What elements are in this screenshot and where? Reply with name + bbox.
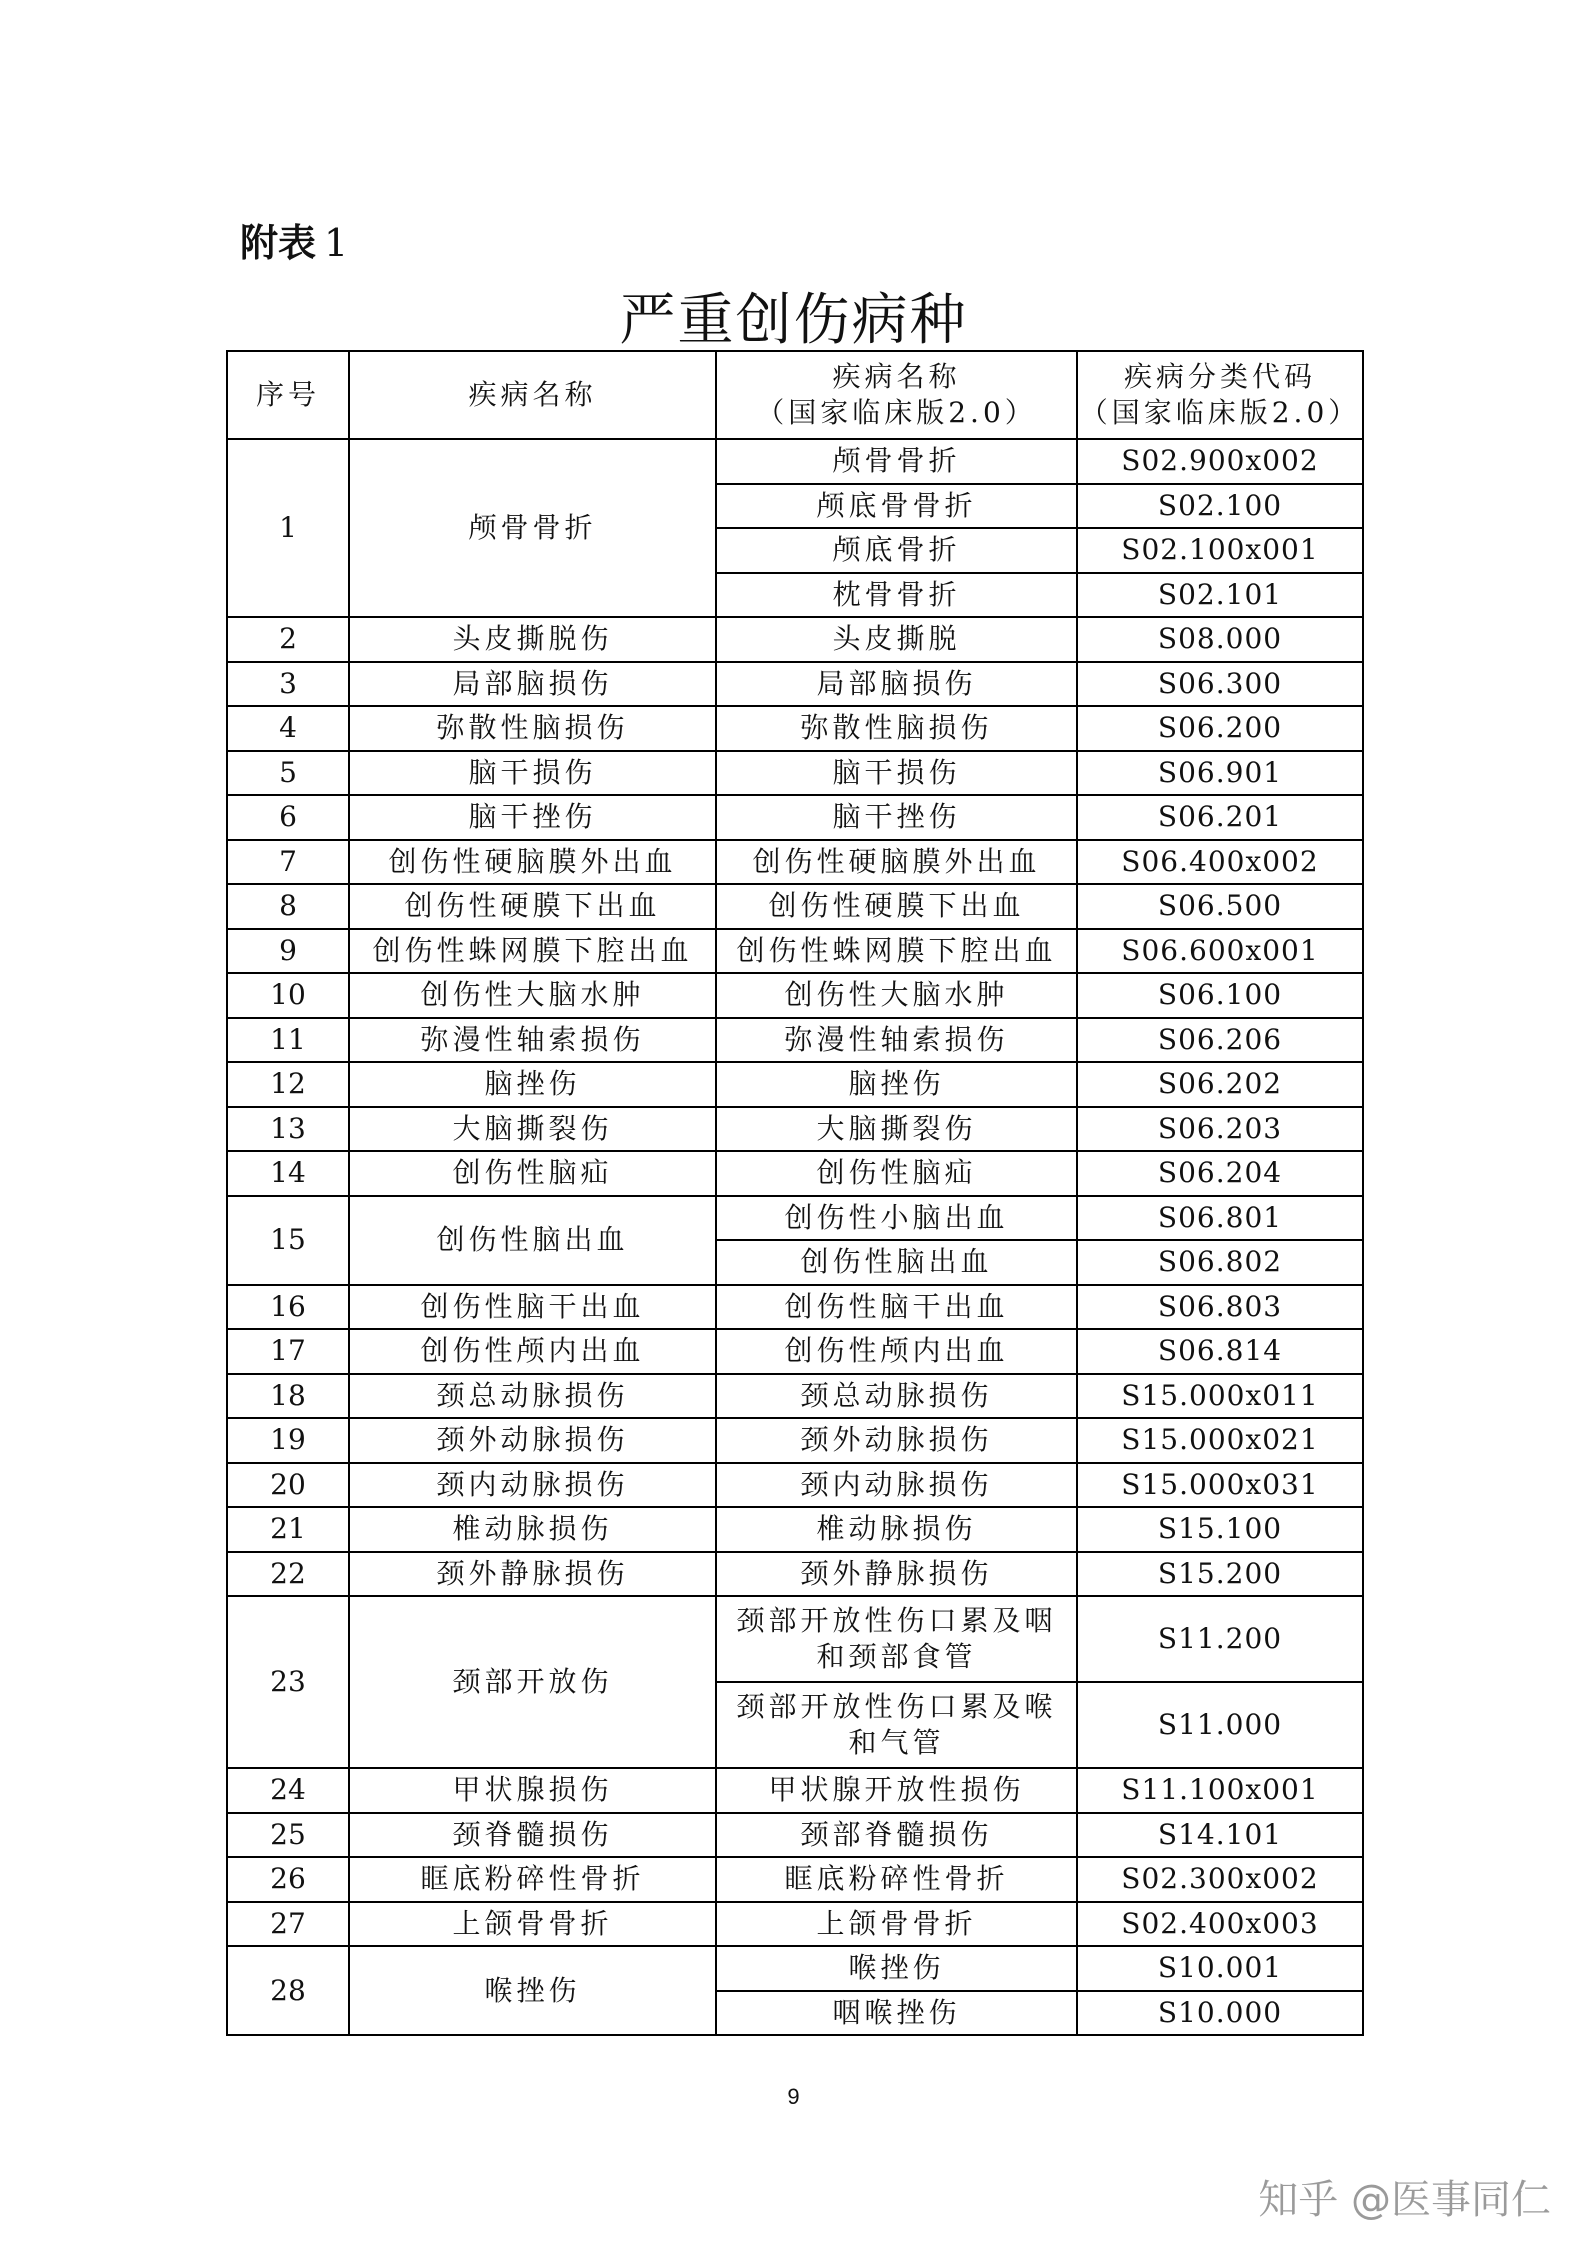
cell-disease-name: 颈外动脉损伤 xyxy=(349,1418,716,1463)
cell-code: S15.100 xyxy=(1077,1507,1363,1552)
cell-disease-name: 创伤性脑疝 xyxy=(349,1151,716,1196)
header-name: 疾病名称 xyxy=(349,351,716,439)
cell-seq: 14 xyxy=(227,1151,349,1196)
header-seq: 序号 xyxy=(227,351,349,439)
cell-clinical-name: 颅底骨骨折 xyxy=(716,484,1077,529)
table-row xyxy=(227,1552,1363,1597)
cell-clinical-name: 创伤性硬膜下出血 xyxy=(716,884,1077,929)
table-row xyxy=(227,929,1363,974)
table-row xyxy=(227,1062,1363,1107)
table-row xyxy=(227,662,1363,707)
cell-disease-name: 颈脊髓损伤 xyxy=(349,1813,716,1858)
cell-seq: 2 xyxy=(227,617,349,662)
cell-seq: 15 xyxy=(227,1196,349,1285)
cell-code: S02.900x002 xyxy=(1077,439,1363,484)
cell-clinical-name: 甲状腺开放性损伤 xyxy=(716,1768,1077,1813)
cell-code: S10.000 xyxy=(1077,1991,1363,2036)
cell-seq: 22 xyxy=(227,1552,349,1597)
cell-disease-name: 头皮撕脱伤 xyxy=(349,617,716,662)
table-row xyxy=(227,1813,1363,1858)
cell-code: S06.802 xyxy=(1077,1240,1363,1285)
cell-disease-name: 创伤性蛛网膜下腔出血 xyxy=(349,929,716,974)
cell-code: S15.200 xyxy=(1077,1552,1363,1597)
cell-disease-name: 颈内动脉损伤 xyxy=(349,1463,716,1508)
cell-code: S02.101 xyxy=(1077,573,1363,618)
table-row xyxy=(227,1902,1363,1947)
cell-clinical-name: 颈部脊髓损伤 xyxy=(716,1813,1077,1858)
page-title: 严重创伤病种 xyxy=(619,288,968,353)
cell-seq: 17 xyxy=(227,1329,349,1374)
cell-clinical-name: 枕骨骨折 xyxy=(716,573,1077,618)
cell-disease-name: 创伤性硬脑膜外出血 xyxy=(349,840,716,885)
cell-clinical-name: 颈外静脉损伤 xyxy=(716,1552,1077,1597)
table-row xyxy=(227,706,1363,751)
cell-disease-name: 颈外静脉损伤 xyxy=(349,1552,716,1597)
header-clinical-name xyxy=(716,351,1077,439)
table-row xyxy=(227,1196,1363,1241)
cell-clinical-name: 头皮撕脱 xyxy=(716,617,1077,662)
table-row xyxy=(227,1374,1363,1419)
annex-text: 附表 xyxy=(240,221,317,265)
cell-disease-name: 椎动脉损伤 xyxy=(349,1507,716,1552)
cell-disease-name: 脑干损伤 xyxy=(349,751,716,796)
table-row xyxy=(227,1768,1363,1813)
cell-seq: 21 xyxy=(227,1507,349,1552)
cell-disease-name: 创伤性颅内出血 xyxy=(349,1329,716,1374)
cell-disease-name: 喉挫伤 xyxy=(349,1946,716,2035)
cell-clinical-name: 眶底粉碎性骨折 xyxy=(716,1857,1077,1902)
cell-clinical-name: 创伤性硬脑膜外出血 xyxy=(716,840,1077,885)
table-row xyxy=(227,973,1363,1018)
cell-clinical-name: 创伤性小脑出血 xyxy=(716,1196,1077,1241)
cell-clinical-name: 创伤性颅内出血 xyxy=(716,1329,1077,1374)
cell-seq: 20 xyxy=(227,1463,349,1508)
table-row xyxy=(227,1285,1363,1330)
cell-code: S06.204 xyxy=(1077,1151,1363,1196)
cell-code: S06.814 xyxy=(1077,1329,1363,1374)
cell-code: S02.300x002 xyxy=(1077,1857,1363,1902)
cell-clinical-name: 上颌骨骨折 xyxy=(716,1902,1077,1947)
header-code-line2: （国家临床版2.0） xyxy=(1079,396,1361,429)
cell-disease-name: 颈总动脉损伤 xyxy=(349,1374,716,1419)
cell-code: S11.000 xyxy=(1077,1682,1363,1768)
cell-clinical-name: 局部脑损伤 xyxy=(716,662,1077,707)
cell-code: S06.203 xyxy=(1077,1107,1363,1152)
disease-table xyxy=(226,350,1364,2036)
cell-seq: 11 xyxy=(227,1018,349,1063)
cell-clinical-name: 脑干挫伤 xyxy=(716,795,1077,840)
cell-clinical-name: 颅底骨折 xyxy=(716,528,1077,573)
cell-code: S11.200 xyxy=(1077,1596,1363,1682)
table-row xyxy=(227,840,1363,885)
cell-seq: 18 xyxy=(227,1374,349,1419)
table-row xyxy=(227,617,1363,662)
cell-code: S02.100 xyxy=(1077,484,1363,529)
cell-seq: 13 xyxy=(227,1107,349,1152)
cell-disease-name: 颅骨骨折 xyxy=(349,439,716,617)
table-row xyxy=(227,1507,1363,1552)
cell-seq: 10 xyxy=(227,973,349,1018)
table-row xyxy=(227,1946,1363,1991)
watermark: 知乎 @医事同仁 xyxy=(1258,2177,1551,2223)
header-clinical-name-line1: 疾病名称 xyxy=(832,360,961,393)
table-row xyxy=(227,1418,1363,1463)
cell-code: S06.500 xyxy=(1077,884,1363,929)
cell-code: S06.901 xyxy=(1077,751,1363,796)
page-number: 9 xyxy=(787,2084,800,2109)
cell-seq: 27 xyxy=(227,1902,349,1947)
cell-disease-name: 局部脑损伤 xyxy=(349,662,716,707)
cell-disease-name: 创伤性脑出血 xyxy=(349,1196,716,1285)
cell-code: S10.001 xyxy=(1077,1946,1363,1991)
cell-seq: 3 xyxy=(227,662,349,707)
cell-seq: 19 xyxy=(227,1418,349,1463)
cell-seq: 23 xyxy=(227,1596,349,1768)
cell-clinical-name: 创伤性蛛网膜下腔出血 xyxy=(716,929,1077,974)
cell-disease-name: 弥散性脑损伤 xyxy=(349,706,716,751)
table-row xyxy=(227,1857,1363,1902)
cell-code: S06.201 xyxy=(1077,795,1363,840)
cell-seq: 5 xyxy=(227,751,349,796)
cell-seq: 12 xyxy=(227,1062,349,1107)
cell-code: S15.000x031 xyxy=(1077,1463,1363,1508)
table-row xyxy=(227,751,1363,796)
cell-disease-name: 大脑撕裂伤 xyxy=(349,1107,716,1152)
table-header-row xyxy=(227,351,1363,439)
cell-seq: 26 xyxy=(227,1857,349,1902)
cell-code: S06.801 xyxy=(1077,1196,1363,1241)
cell-clinical-name: 弥漫性轴索损伤 xyxy=(716,1018,1077,1063)
table-row xyxy=(227,884,1363,929)
cell-code: S15.000x021 xyxy=(1077,1418,1363,1463)
cell-seq: 4 xyxy=(227,706,349,751)
table-row xyxy=(227,795,1363,840)
cell-disease-name: 脑挫伤 xyxy=(349,1062,716,1107)
cell-code: S06.202 xyxy=(1077,1062,1363,1107)
cell-clinical-name: 咽喉挫伤 xyxy=(716,1991,1077,2036)
table-row xyxy=(227,1018,1363,1063)
cell-clinical-name: 颈部开放性伤口累及喉和气管 xyxy=(716,1682,1077,1768)
cell-disease-name: 脑干挫伤 xyxy=(349,795,716,840)
cell-disease-name: 上颌骨骨折 xyxy=(349,1902,716,1947)
cell-seq: 6 xyxy=(227,795,349,840)
cell-seq: 28 xyxy=(227,1946,349,2035)
cell-code: S06.803 xyxy=(1077,1285,1363,1330)
cell-clinical-name: 创伤性大脑水肿 xyxy=(716,973,1077,1018)
cell-disease-name: 弥漫性轴索损伤 xyxy=(349,1018,716,1063)
cell-disease-name: 创伤性大脑水肿 xyxy=(349,973,716,1018)
table-row xyxy=(227,439,1363,484)
cell-clinical-name: 脑挫伤 xyxy=(716,1062,1077,1107)
cell-seq: 8 xyxy=(227,884,349,929)
cell-seq: 7 xyxy=(227,840,349,885)
cell-disease-name: 甲状腺损伤 xyxy=(349,1768,716,1813)
cell-code: S06.206 xyxy=(1077,1018,1363,1063)
cell-code: S06.300 xyxy=(1077,662,1363,707)
header-clinical-name-line2: （国家临床版2.0） xyxy=(756,396,1037,429)
cell-code: S06.400x002 xyxy=(1077,840,1363,885)
cell-clinical-name: 颈外动脉损伤 xyxy=(716,1418,1077,1463)
cell-code: S02.100x001 xyxy=(1077,528,1363,573)
cell-clinical-name: 颈内动脉损伤 xyxy=(716,1463,1077,1508)
cell-code: S08.000 xyxy=(1077,617,1363,662)
annex-number: 1 xyxy=(324,221,349,265)
table-row xyxy=(227,1107,1363,1152)
cell-seq: 24 xyxy=(227,1768,349,1813)
annex-label xyxy=(240,212,348,267)
table-row xyxy=(227,1596,1363,1682)
cell-code: S02.400x003 xyxy=(1077,1902,1363,1947)
cell-clinical-name: 弥散性脑损伤 xyxy=(716,706,1077,751)
table-row xyxy=(227,1329,1363,1374)
cell-disease-name: 眶底粉碎性骨折 xyxy=(349,1857,716,1902)
cell-disease-name: 颈部开放伤 xyxy=(349,1596,716,1768)
cell-clinical-name: 颅骨骨折 xyxy=(716,439,1077,484)
cell-code: S15.000x011 xyxy=(1077,1374,1363,1419)
table-row xyxy=(227,1463,1363,1508)
cell-seq: 1 xyxy=(227,439,349,617)
header-code xyxy=(1077,351,1363,439)
cell-clinical-name: 脑干损伤 xyxy=(716,751,1077,796)
cell-seq: 25 xyxy=(227,1813,349,1858)
cell-clinical-name: 创伤性脑出血 xyxy=(716,1240,1077,1285)
header-code-line1: 疾病分类代码 xyxy=(1123,360,1316,393)
cell-code: S06.600x001 xyxy=(1077,929,1363,974)
cell-code: S06.200 xyxy=(1077,706,1363,751)
cell-code: S06.100 xyxy=(1077,973,1363,1018)
cell-disease-name: 创伤性硬膜下出血 xyxy=(349,884,716,929)
cell-seq: 16 xyxy=(227,1285,349,1330)
cell-clinical-name: 颈总动脉损伤 xyxy=(716,1374,1077,1419)
table-body xyxy=(227,439,1363,2035)
cell-seq: 9 xyxy=(227,929,349,974)
cell-clinical-name: 大脑撕裂伤 xyxy=(716,1107,1077,1152)
cell-clinical-name: 创伤性脑干出血 xyxy=(716,1285,1077,1330)
cell-clinical-name: 创伤性脑疝 xyxy=(716,1151,1077,1196)
cell-clinical-name: 椎动脉损伤 xyxy=(716,1507,1077,1552)
cell-disease-name: 创伤性脑干出血 xyxy=(349,1285,716,1330)
cell-clinical-name: 喉挫伤 xyxy=(716,1946,1077,1991)
cell-code: S14.101 xyxy=(1077,1813,1363,1858)
table-row xyxy=(227,1151,1363,1196)
cell-code: S11.100x001 xyxy=(1077,1768,1363,1813)
cell-clinical-name: 颈部开放性伤口累及咽和颈部食管 xyxy=(716,1596,1077,1682)
